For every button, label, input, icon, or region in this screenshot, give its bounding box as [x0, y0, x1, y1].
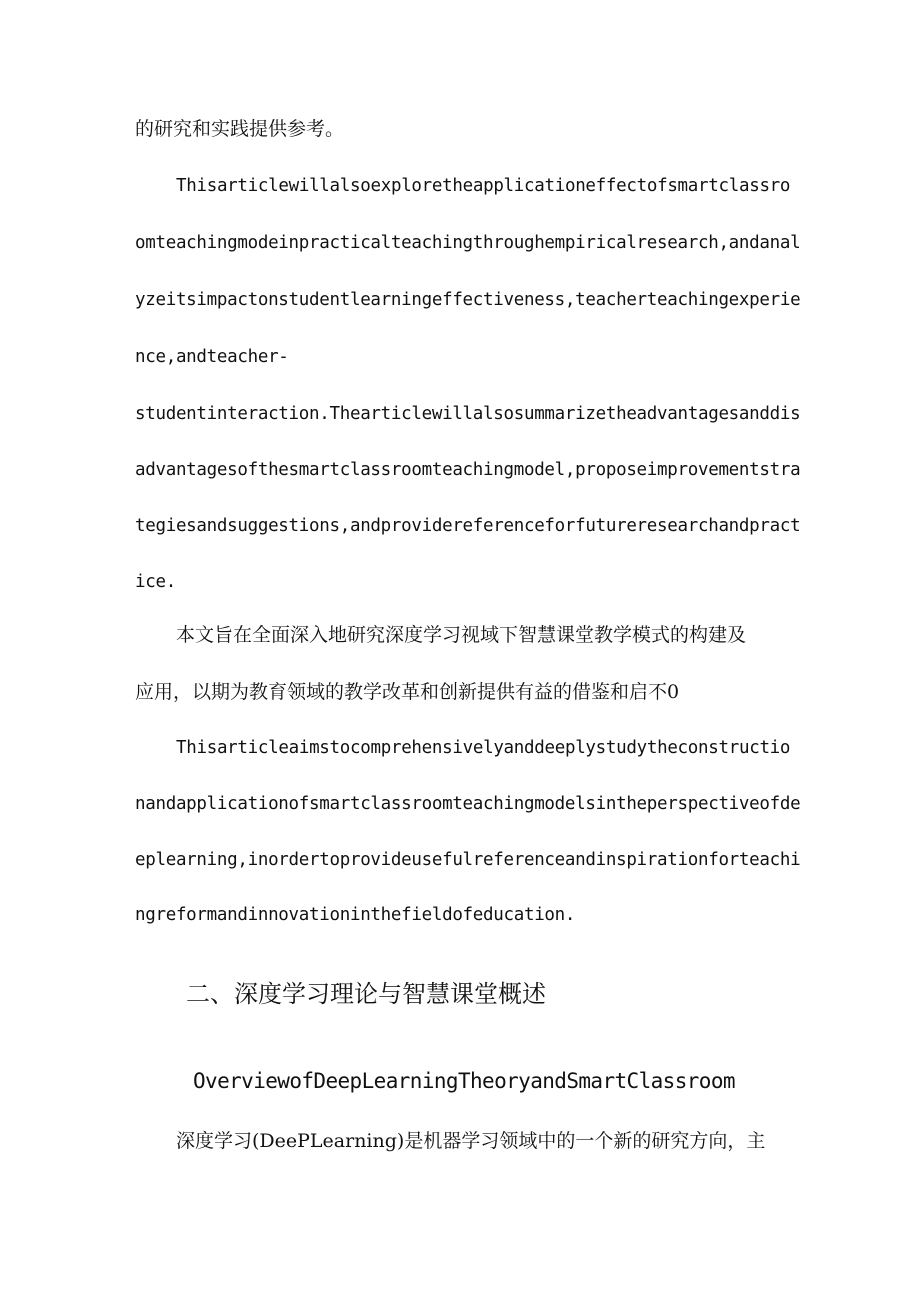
paragraph-cn-line: 本文旨在全面深入地研究深度学习视域下智慧课堂教学模式的构建及 — [176, 624, 747, 646]
paragraph-en-line: yzeitsimpactonstudentlearningeffectiveness,teacherteachingexperie — [135, 290, 801, 310]
paragraph-en-line: ngreformandinnovationinthefieldofeducation. — [135, 905, 576, 925]
paragraph-en-line: advantagesofthesmartclassroomteachingmodel,proposeimprovementstra — [135, 460, 801, 480]
paragraph-en-line: Thisarticlewillalsoexploretheapplicationeffectofsmartclassro — [176, 176, 791, 196]
paragraph-en-line: eplearning,inordertoprovideusefulreferenceandinspirationforteachi — [135, 850, 801, 870]
paragraph-en-line: nce,andteacher- — [135, 347, 289, 367]
paragraph-en-line: ice. — [135, 572, 176, 592]
paragraph-en-line: omteachingmodeinpracticalteachingthroughempiricalresearch,andanal — [135, 233, 801, 253]
section-heading-cn: 二、深度学习理论与智慧课堂概述 — [186, 980, 546, 1008]
paragraph-en-line: Thisarticleaimstocomprehensivelyanddeeplystudytheconstructio — [176, 738, 791, 758]
paragraph-en-line: studentinteraction.Thearticlewillalsosummarizetheadvantagesanddis — [135, 404, 801, 424]
section-heading-en: OverviewofDeepLearningTheoryandSmartClassroom — [193, 1069, 735, 1093]
paragraph-cn-line: 深度学习(DeePLearning)是机器学习领域中的一个新的研究方向，主 — [176, 1130, 766, 1152]
paragraph-en-line: tegiesandsuggestions,andprovidereferenceforfutureresearchandpract — [135, 516, 801, 536]
paragraph-en-line: nandapplicationofsmartclassroomteachingmodelsintheperspectiveofde — [135, 794, 801, 814]
paragraph-cn-tail: 的研究和实践提供参考。 — [135, 118, 345, 140]
paragraph-cn-line: 应用，以期为教育领域的教学改革和创新提供有益的借鉴和启不0 — [135, 681, 680, 703]
